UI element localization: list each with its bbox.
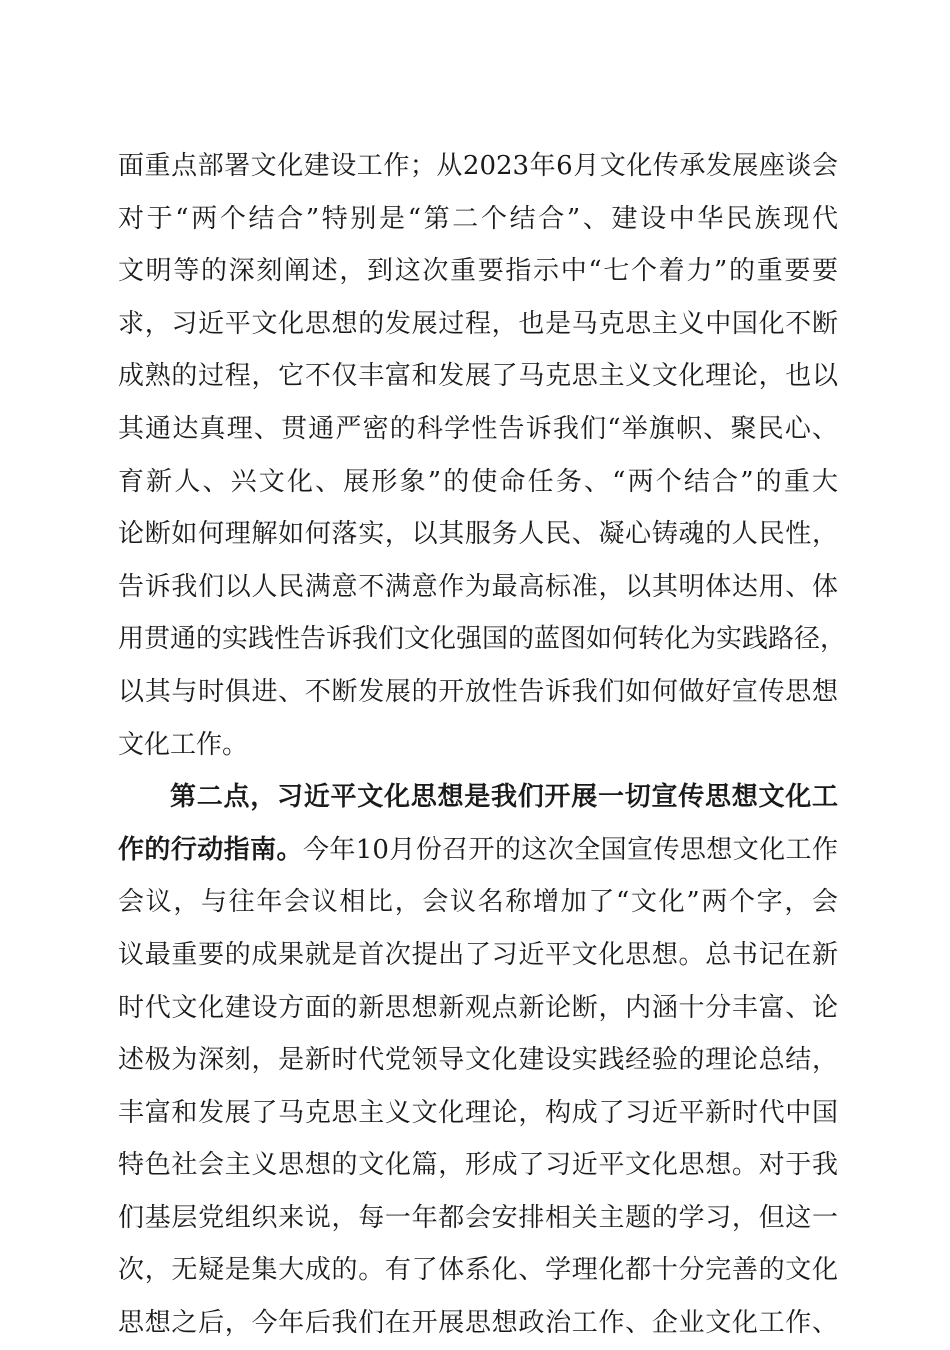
text-line: 对于“两个结合”特别是“第二个结合”、建设中华民族现代 — [118, 203, 838, 234]
text-line: 告诉我们以人民满意不满意作为最高标准，以其明体达用、体 — [118, 571, 838, 602]
text-line: 议最重要的成果就是首次提出了习近平文化思想。总书记在新 — [118, 939, 838, 970]
section-heading-end: 作的行动指南。 — [118, 834, 303, 865]
text-line-rest: 今年10月份召开的这次全国宣传思想文化工作 — [302, 834, 838, 865]
text-line — [118, 824, 838, 877]
paragraph-1 — [118, 140, 847, 771]
text-line: 文化工作。 — [118, 729, 249, 760]
text-line: 用贯通的实践性告诉我们文化强国的蓝图如何转化为实践路径， — [118, 624, 847, 655]
body-text — [118, 140, 847, 1350]
text-line: 们基层党组织来说，每一年都会安排相关主题的学习，但这一 — [118, 1202, 838, 1233]
text-line: 会议，与往年会议相比，会议名称增加了“文化”两个字，会 — [118, 887, 838, 918]
text-line: 育新人、兴文化、展形象”的使命任务、“两个结合”的重大 — [118, 466, 838, 497]
text-line: 其通达真理、贯通严密的科学性告诉我们“举旗帜、聚民心、 — [118, 413, 838, 444]
text-line: 成熟的过程，它不仅丰富和发展了马克思主义文化理论，也以 — [118, 361, 838, 392]
text-line: 特色社会主义思想的文化篇，形成了习近平文化思想。对于我 — [118, 1150, 838, 1181]
section-heading-line: 第二点，习近平文化思想是我们开展一切宣传思想文化工 — [170, 782, 838, 813]
text-line: 文明等的深刻阐述，到这次重要指示中“七个着力”的重要要 — [118, 256, 838, 287]
text-line: 论断如何理解如何落实，以其服务人民、凝心铸魂的人民性， — [118, 519, 838, 550]
text-line: 丰富和发展了马克思主义文化理论，构成了习近平新时代中国 — [118, 1097, 838, 1128]
text-line: 求，习近平文化思想的发展过程，也是马克思主义中国化不断 — [118, 308, 838, 339]
text-line: 面重点部署文化建设工作；从2023年6月文化传承发展座谈会 — [118, 151, 838, 181]
text-line: 以其与时俱进、不断发展的开放性告诉我们如何做好宣传思想 — [118, 676, 838, 707]
paragraph-2 — [118, 771, 838, 1350]
text-line: 次，无疑是集大成的。有了体系化、学理化都十分完善的文化 — [118, 1255, 838, 1286]
text-line: 思想之后，今年后我们在开展思想政治工作、企业文化工作、 — [118, 1308, 838, 1339]
text-line: 述极为深刻，是新时代党领导文化建设实践经验的理论总结， — [118, 1045, 838, 1076]
text-line: 时代文化建设方面的新思想新观点新论断，内涵十分丰富、论 — [118, 992, 838, 1023]
